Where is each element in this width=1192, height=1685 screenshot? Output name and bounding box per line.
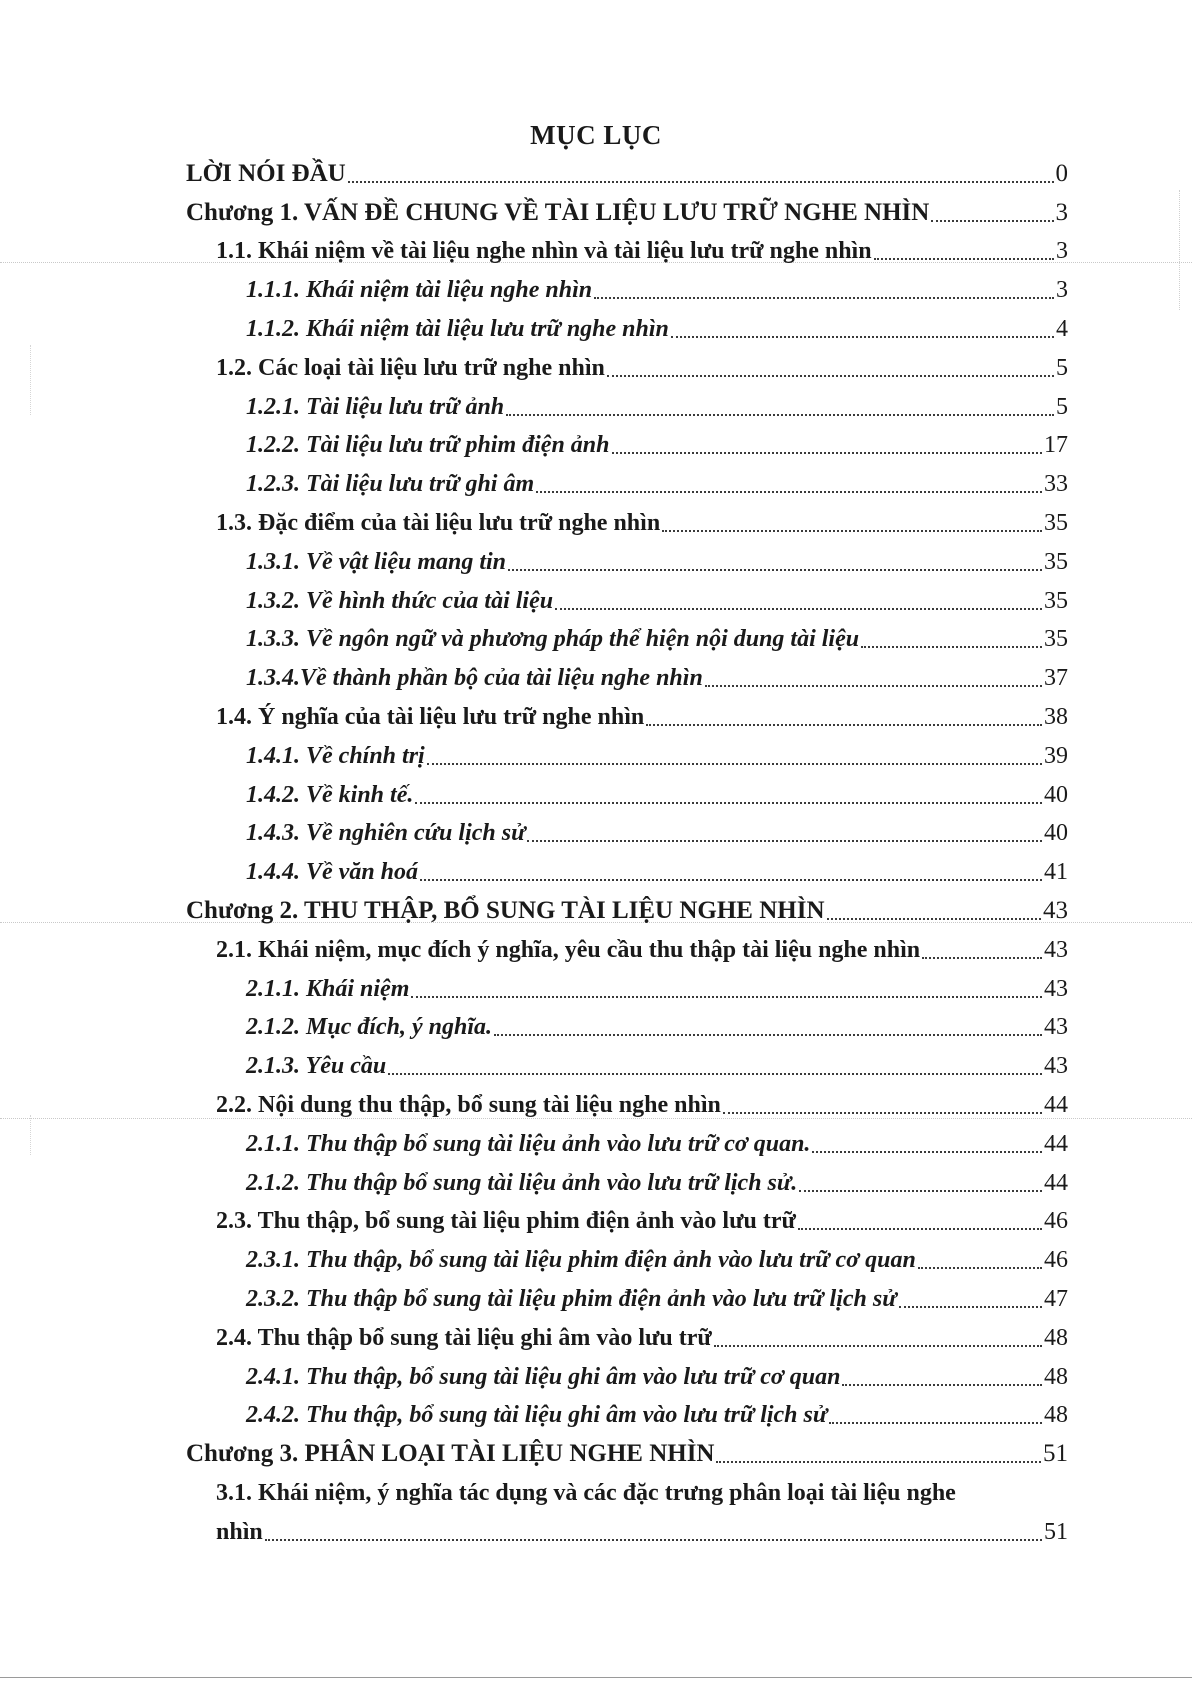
toc-entry [0,231,1068,270]
toc-page-number: 4 [1056,315,1068,342]
toc-dot-leader [931,219,1053,222]
toc-entry [0,463,1068,502]
toc-entry-title: 1.2.3. Tài liệu lưu trữ ghi âm [246,471,535,498]
toc-dot-leader [842,1383,1042,1386]
toc-entry-title: 2.1. Khái niệm, mục đích ý nghĩa, yêu cầu thu thập tài liệu nghe nhìn [216,936,921,963]
toc-dot-leader [874,257,1054,260]
toc-entry-title: 1.4.3. Về nghiên cứu lịch sử [246,820,526,847]
toc-dot-leader [662,529,1042,532]
toc-entry [0,386,1068,425]
toc-dot-leader [646,723,1042,726]
toc-dot-leader [420,878,1042,881]
toc-dot-leader [415,801,1042,804]
toc-entry [0,1162,1068,1201]
toc-entry [0,813,1068,852]
toc-page-number: 47 [1044,1285,1068,1312]
toc-page-number: 17 [1044,432,1068,459]
toc-entry-title: 1.3.2. Về hình thức của tài liệu [246,587,554,614]
toc-dot-leader [506,413,1054,416]
toc-dot-leader [411,995,1042,998]
toc-page-number: 44 [1044,1169,1068,1196]
page-bottom-edge [0,1677,1192,1678]
toc-dot-leader [527,839,1042,842]
toc-dot-leader [494,1033,1042,1036]
toc-entry [0,580,1068,619]
toc-dot-leader [861,645,1042,648]
toc-entry [0,657,1068,696]
toc-dot-leader [612,451,1043,454]
toc-page-number: 38 [1044,703,1068,730]
toc-page-number: 35 [1044,626,1068,653]
toc-entry [0,308,1068,347]
toc-entry [0,425,1068,464]
toc-dot-leader [829,1421,1042,1424]
toc-dot-leader [671,335,1054,338]
toc-entry [0,347,1068,386]
toc-entry-title: 1.3. Đặc điểm của tài liệu lưu trữ nghe nhìn [216,509,661,536]
toc-entry-title: 2.1.2. Thu thập bổ sung tài liệu ảnh vào lưu trữ lịch sử. [246,1169,798,1196]
toc-entry-title: Chương 3. PHÂN LOẠI TÀI LIỆU NGHE NHÌN [186,1440,715,1468]
toc-page-number: 43 [1044,975,1068,1002]
toc-page-number: 43 [1044,1053,1068,1080]
toc-entry-title: 1.4. Ý nghĩa của tài liệu lưu trữ nghe nhìn [216,703,645,730]
toc-dot-leader [508,568,1042,571]
toc-entry [0,1239,1068,1278]
toc-page-number: 3 [1055,198,1068,226]
toc-dot-leader [705,684,1042,687]
toc-dot-leader [714,1344,1042,1347]
toc-entry [0,1045,1068,1084]
toc-entry [0,1472,1068,1511]
toc-dot-leader [348,180,1054,183]
toc-entry [0,696,1068,735]
toc-entry-title: 2.4.1. Thu thập, bổ sung tài liệu ghi âm vào lưu trữ cơ quan [246,1363,841,1390]
toc-page-number: 3 [1056,277,1068,304]
toc-dot-leader [918,1266,1042,1269]
toc-entry-title: 2.3.1. Thu thập, bổ sung tài liệu phim điện ảnh vào lưu trữ cơ quan [246,1247,916,1274]
toc-dot-leader [827,917,1041,920]
toc-entry-title: 2.3. Thu thập, bổ sung tài liệu phim điện ảnh vào lưu trữ [216,1208,796,1235]
toc-page-number: 37 [1044,665,1068,692]
toc-entry [0,968,1068,1007]
toc-entry [0,269,1068,308]
toc-page-number: 5 [1056,393,1068,420]
toc-entry [0,929,1068,968]
toc-entry-title: 2.1.3. Yêu cầu [246,1053,387,1080]
toc-page-number: 48 [1044,1402,1068,1429]
toc-entry [0,1433,1068,1472]
toc-page-number: 40 [1044,781,1068,808]
toc-entry-title: nhìn [216,1518,263,1545]
toc-entry-title: 2.1.1. Thu thập bổ sung tài liệu ảnh vào lưu trữ cơ quan. [246,1130,811,1157]
table-of-contents [0,153,1192,1550]
toc-entry-title: 1.3.1. Về vật liệu mang tin [246,548,507,575]
toc-page-number: 44 [1044,1130,1068,1157]
toc-entry-title: 2.4.2. Thu thập, bổ sung tài liệu ghi âm vào lưu trữ lịch sử [246,1402,828,1429]
toc-page-number: 46 [1044,1247,1068,1274]
toc-entry [0,192,1068,231]
toc-entry [0,541,1068,580]
toc-entry [0,1123,1068,1162]
toc-page-number: 3 [1056,238,1068,265]
toc-entry [0,153,1068,192]
toc-page-number: 33 [1044,471,1068,498]
toc-entry-title: Chương 1. VẤN ĐỀ CHUNG VỀ TÀI LIỆU LƯU TRỮ NGHE NHÌN [186,198,930,226]
toc-dot-leader [716,1460,1041,1463]
toc-entry-title: 1.4.2. Về kinh tế. [246,781,414,808]
toc-entry-title: LỜI NÓI ĐẦU [186,159,346,187]
toc-entry-title: 1.4.4. Về văn hoá [246,859,419,886]
toc-page-number: 51 [1044,1518,1068,1545]
toc-dot-leader [594,296,1054,299]
toc-entry [0,1395,1068,1434]
toc-dot-leader [427,762,1042,765]
toc-entry-title: Chương 2. THU THẬP, BỔ SUNG TÀI LIỆU NGHE NHÌN [186,896,825,924]
toc-entry-title: 1.1.2. Khái niệm tài liệu lưu trữ nghe nhìn [246,315,669,342]
toc-dot-leader [555,607,1042,610]
toc-entry-title: 3.1. Khái niệm, ý nghĩa tác dụng và các đặc trưng phân loại tài liệu nghe [216,1479,956,1506]
toc-page-number: 51 [1043,1440,1068,1468]
toc-page-number: 43 [1044,1014,1068,1041]
toc-dot-leader [265,1538,1042,1541]
toc-dot-leader [812,1150,1042,1153]
toc-entry [0,735,1068,774]
toc-page-number: 48 [1044,1363,1068,1390]
toc-page-number: 43 [1044,936,1068,963]
toc-page-number: 43 [1043,896,1068,924]
toc-dot-leader [799,1189,1042,1192]
toc-entry-title: 1.3.3. Về ngôn ngữ và phương pháp thể hiện nội dung tài liệu [246,626,860,653]
toc-entry-title: 1.2.2. Tài liệu lưu trữ phim điện ảnh [246,432,610,459]
toc-entry [0,1007,1068,1046]
toc-entry [0,1278,1068,1317]
toc-dot-leader [723,1111,1042,1114]
toc-page-number: 39 [1044,742,1068,769]
toc-entry-title: 2.4. Thu thập bổ sung tài liệu ghi âm vào lưu trữ [216,1324,712,1351]
toc-entry-title: 1.4.1. Về chính trị [246,742,425,769]
toc-dot-leader [536,490,1042,493]
toc-entry [0,1084,1068,1123]
toc-entry-title: 1.1.1. Khái niệm tài liệu nghe nhìn [246,277,593,304]
toc-entry-title: 1.2.1. Tài liệu lưu trữ ảnh [246,393,505,420]
toc-dot-leader [388,1072,1042,1075]
toc-page-number: 5 [1056,354,1068,381]
toc-entry-title: 1.2. Các loại tài liệu lưu trữ nghe nhìn [216,354,605,381]
toc-entry [0,1317,1068,1356]
toc-entry-title: 2.3.2. Thu thập bổ sung tài liệu phim điện ảnh vào lưu trữ lịch sử [246,1285,897,1312]
toc-page-number: 35 [1044,509,1068,536]
page-title: MỤC LỤC [530,120,662,150]
toc-dot-leader [899,1305,1042,1308]
toc-page-number: 35 [1044,548,1068,575]
toc-page-number: 44 [1044,1091,1068,1118]
toc-page-number: 40 [1044,820,1068,847]
toc-entry-title: 2.1.2. Mục đích, ý nghĩa. [246,1014,493,1041]
toc-dot-leader [607,374,1054,377]
toc-entry-title: 2.1.1. Khái niệm [246,975,410,1002]
toc-page-number: 48 [1044,1324,1068,1351]
toc-entry [0,1356,1068,1395]
toc-entry [0,1201,1068,1240]
toc-entry-title: 1.3.4.Về thành phần bộ của tài liệu nghe nhìn [246,665,703,692]
toc-entry [0,502,1068,541]
toc-page-number: 35 [1044,587,1068,614]
toc-page-number: 46 [1044,1208,1068,1235]
toc-entry [0,851,1068,890]
toc-entry [0,774,1068,813]
toc-entry [0,890,1068,929]
toc-entry [0,619,1068,658]
toc-entry [0,1511,1068,1550]
toc-entry-title: 1.1. Khái niệm về tài liệu nghe nhìn và tài liệu lưu trữ nghe nhìn [216,238,872,265]
toc-dot-leader [922,956,1042,959]
toc-entry-title: 2.2. Nội dung thu thập, bổ sung tài liệu nghe nhìn [216,1091,721,1118]
toc-page-number: 41 [1044,859,1068,886]
toc-dot-leader [798,1227,1042,1230]
toc-page-number: 0 [1055,159,1068,187]
